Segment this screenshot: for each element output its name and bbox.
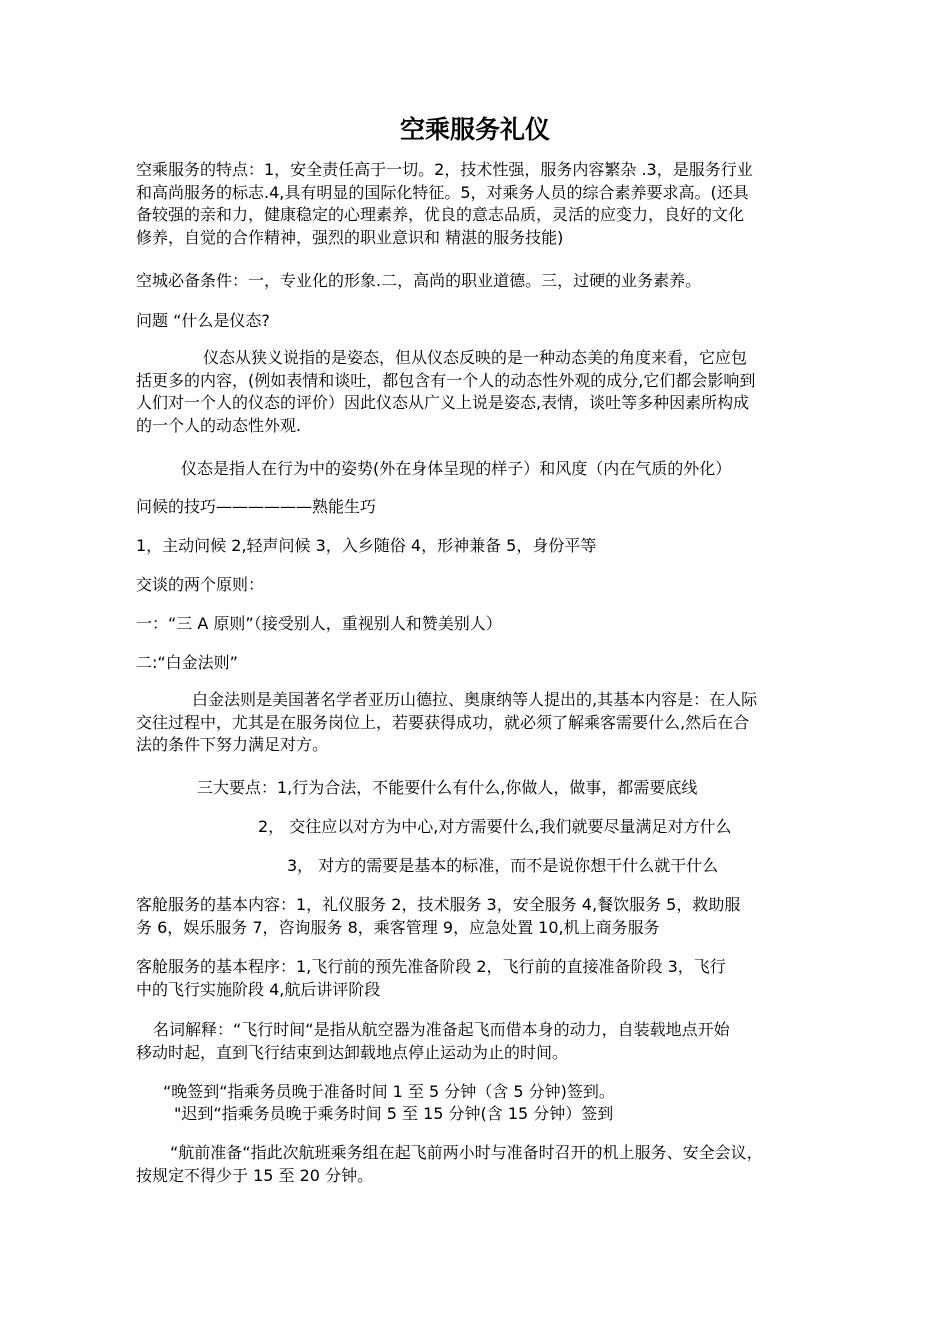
text-line: 按规定不得少于 15 至 20 分钟。 xyxy=(136,1165,374,1185)
text-line: 二:“白金法则” xyxy=(136,653,238,672)
text-line: 仪态是指人在行为中的姿势(外在身体呈现的样子）和风度（内在气质的外化） xyxy=(181,459,732,478)
paragraph-term-tardy xyxy=(136,1103,858,1126)
text-line: 空乘服务的特点：1，安全责任高于一切。2，技术性强，服务内容繁杂 .3，是服务行业 xyxy=(136,160,753,179)
text-line: 白金法则是美国著名学者亚历山德拉、奥康纳等人提出的,其基本内容是：在人际 xyxy=(192,690,758,709)
text-line: 交往过程中，尤其是在服务岗位上，若要获得成功，就必须了解乘客需要什么,然后在合 xyxy=(136,712,750,732)
text-line: 和高尚服务的标志.4,具有明显的国际化特征。5，对乘务人员的综合素养要求高。(还具 xyxy=(136,182,749,202)
text-line: 务 6，娱乐服务 7，咨询服务 8，乘客管理 9，应急处置 10,机上商务服务 xyxy=(136,917,660,937)
text-line: 的一个人的动态性外观. xyxy=(136,415,302,435)
paragraph-service-characteristics xyxy=(136,159,820,249)
text-line: 人们对一个人的仪态的评价）因此仪态从广义上说是姿态,表情，谈吐等多种因素所构成 xyxy=(136,393,750,412)
paragraph-demeanor-meaning xyxy=(136,458,865,481)
text-line: “航前准备“指此次航班乘务组在起飞前两小时与准备时召开的机上服务、安全会议， xyxy=(170,1143,763,1162)
paragraph-greeting-list xyxy=(136,535,820,558)
paragraph-demeanor-definition xyxy=(136,347,820,437)
paragraph-conversation-principles xyxy=(136,574,820,597)
text-line: 问候的技巧——————熟能生巧 xyxy=(136,497,377,516)
text-line: 括更多的内容，(例如表情和谈吐，都包含有一个人的动态性外观的成分,它们都会影响到 xyxy=(136,370,756,390)
text-line: 3， 对方的需要是基本的标准，而不是说你想干什么就干什么 xyxy=(287,856,719,875)
paragraph-cabin-service-procedure xyxy=(136,956,820,1001)
text-line: 名词解释：“飞行时间“是指从航空器为准备起飞而借本身的动力，自装载地点开始 xyxy=(153,1020,730,1039)
paragraph-cabin-service-content xyxy=(136,894,820,939)
text-line: "迟到“指乘务员晚于乘务时间 5 至 15 分钟(含 15 分钟）签到 xyxy=(174,1104,614,1123)
paragraph-platinum-rule-heading xyxy=(136,652,820,675)
text-line: 法的条件下努力满足对方。 xyxy=(136,735,329,754)
text-line: 三大要点：1,行为合法，不能要什么有什么,你做人，做事，都需要底线 xyxy=(197,778,698,797)
paragraph-term-preflight-prep xyxy=(136,1142,820,1187)
paragraph-term-flight-time xyxy=(136,1019,820,1064)
text-line: 移动时起，直到飞行结束到达卸载地点停止运动为止的时间。 xyxy=(136,1042,569,1062)
paragraph-requirements xyxy=(136,270,820,293)
text-line: 仪态从狭义说指的是姿态，但从仪态反映的是一种动态美的角度来看，它应包 xyxy=(203,348,748,367)
text-line: 修养，自觉的合作精神，强烈的职业意识和 精湛的服务技能) xyxy=(136,227,564,247)
text-line: 客舱服务的基本内容：1，礼仪服务 2，技术服务 3，安全服务 4,餐饮服务 5，救助服 xyxy=(136,895,741,914)
paragraph-greeting-skills xyxy=(136,496,820,519)
paragraph-three-key-points xyxy=(136,777,881,800)
paragraph-platinum-rule-body xyxy=(136,689,820,757)
text-line: 客舱服务的基本程序：1,飞行前的预先准备阶段 2，飞行前的直接准备阶段 3，飞行 xyxy=(136,957,726,976)
text-line: 中的飞行实施阶段 4,航后讲评阶段 xyxy=(136,979,381,999)
text-line: 问题 “什么是仪态? xyxy=(136,311,270,330)
paragraph-key-point-3 xyxy=(136,855,950,878)
text-line: 交谈的两个原则： xyxy=(136,575,265,594)
text-line: “晚签到“指乘务员晚于准备时间 1 至 5 分钟（含 5 分钟)签到。 xyxy=(163,1082,615,1101)
text-line: 1，主动问候 2,轻声问候 3，入乡随俗 4，形神兼备 5，身份平等 xyxy=(136,536,597,555)
paragraph-question xyxy=(136,310,820,333)
text-line: 备较强的亲和力，健康稳定的心理素养，优良的意志品质，灵活的应变力，良好的文化 xyxy=(136,205,745,224)
text-line: 一：“三 A 原则”（接受别人，重视别人和赞美别人） xyxy=(136,614,502,633)
paragraph-three-a-principle xyxy=(136,613,820,636)
paragraph-key-point-2 xyxy=(136,816,942,839)
text-line: 2， 交往应以对方为中心,对方需要什么,我们就要尽量满足对方什么 xyxy=(258,817,732,836)
text-line: 空城必备条件：一，专业化的形象.二，高尚的职业道德。三，过硬的业务素养。 xyxy=(136,271,702,290)
paragraph-term-late-checkin xyxy=(136,1081,847,1104)
document-title: 空乘服务礼仪 xyxy=(399,115,550,144)
